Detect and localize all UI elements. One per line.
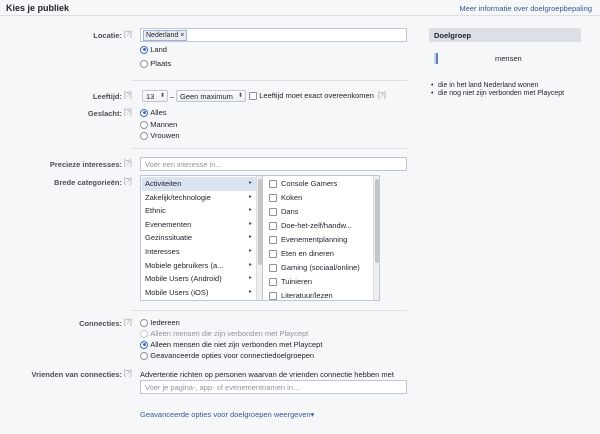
remove-icon[interactable]: × [180,32,185,39]
info-link[interactable]: Meer informatie over doelgroepbepaling [459,4,592,13]
category-item[interactable] [142,286,256,300]
category-item[interactable] [142,191,256,205]
subcategory-item[interactable] [269,205,299,219]
audience-count-row [429,50,581,72]
subcategory-item[interactable] [269,233,347,247]
advanced-options-link[interactable] [140,410,314,419]
subcategory-list[interactable] [262,175,380,301]
gender-option-all[interactable] [140,108,167,117]
age-exact-checkbox[interactable] [249,91,374,100]
chevron-right-icon: ▸ [248,275,252,282]
audience-bullet: • die in het land Nederland wonen [429,82,581,90]
checkbox-icon[interactable] [269,278,277,286]
subcategory-label: Koken [281,193,303,202]
broad-categories-label: Brede categorieën: [54,178,122,187]
category-label: Gezinssituatie [145,233,193,243]
gender-help[interactable]: [?] [124,109,132,116]
radio-icon[interactable] [140,121,148,129]
category-item[interactable] [142,272,256,286]
subcategory-label: Gaming (sociaal/online) [281,263,360,272]
age-exact-label: Leeftijd moet exact overeenkomen [259,91,374,100]
connections-label: Connecties: [79,319,122,328]
connections-option-everyone[interactable] [140,318,180,327]
precise-interests-help[interactable]: [?] [124,160,132,167]
age-exact-help[interactable]: [?] [378,92,386,99]
page-title: Kies je publiek [6,3,70,13]
audience-count-label: mensen [495,54,522,63]
age-label: Leeftijd: [92,92,122,101]
subcategory-item[interactable] [269,177,337,191]
category-list[interactable] [140,175,263,301]
gender-option-men[interactable] [140,120,177,129]
audience-panel [429,28,581,98]
gender-option-label: Alles [150,108,167,117]
subcategory-label: Literatuur/lezen [281,291,333,300]
category-item[interactable] [142,204,256,218]
chevron-right-icon: ▸ [248,234,252,241]
age-min-value: 13 [146,92,155,101]
category-label: Zakelijk/technologie [145,192,211,202]
friends-of-connections-help[interactable]: [?] [124,370,132,377]
age-min-select[interactable] [142,90,168,102]
chevron-right-icon: ▸ [248,261,252,268]
checkbox-icon[interactable] [269,194,277,202]
gender-option-women[interactable] [140,131,180,140]
friends-of-connections-label: Vrienden van connecties: [31,370,122,379]
location-token-label: Nederland [146,32,179,39]
location-option-label: Plaats [150,59,172,68]
connections-option-label: Alleen mensen die niet zijn verbonden met Playcept [150,340,323,349]
category-item[interactable] [142,231,256,245]
checkbox-icon[interactable] [269,180,277,188]
divider [132,80,407,81]
select-arrows-icon: ⬍ [237,93,243,99]
gender-label: Geslacht: [87,109,122,118]
audience-bullets [429,82,581,98]
category-label: Mobile Users (Android) [145,274,222,284]
checkbox-icon[interactable] [269,292,277,300]
subcategory-item[interactable] [269,247,334,261]
audience-panel-title: Doelgroep [429,28,581,42]
checkbox-icon[interactable] [269,222,277,230]
location-input[interactable] [140,28,407,42]
location-option-land[interactable] [140,45,167,54]
category-item[interactable] [142,245,256,259]
radio-icon[interactable] [140,60,148,68]
subcategory-item[interactable] [269,275,312,289]
age-separator: – [170,92,175,101]
divider [132,148,407,149]
radio-icon[interactable] [140,109,148,117]
precise-interests-placeholder: Voer een interesse in... [145,160,222,169]
checkbox-icon[interactable] [269,264,277,272]
subcategory-item[interactable] [269,191,302,205]
checkbox-icon[interactable] [269,250,277,258]
age-max-select[interactable] [176,90,246,102]
chevron-right-icon: ▸ [248,193,252,200]
chevron-right-icon: ▸ [248,220,252,227]
chevron-right-icon: ▸ [248,180,252,186]
connections-option-label: Iedereen [150,318,180,327]
select-arrows-icon: ⬍ [159,93,165,99]
location-help[interactable]: [?] [124,31,132,38]
connections-help[interactable]: [?] [124,319,132,326]
subcategory-label: Tuinieren [281,277,312,286]
category-label: Ethnic [145,206,166,216]
category-item[interactable] [142,259,256,273]
checkbox-icon[interactable] [249,92,257,100]
scroll-thumb[interactable] [375,179,379,263]
location-option-plaats[interactable] [140,59,171,68]
radio-icon[interactable] [140,319,148,327]
subcategory-label: Eten en dineren [281,249,334,258]
precise-interests-label: Precieze interesses: [49,160,122,169]
audience-gauge-icon [434,53,438,64]
gender-option-label: Mannen [150,120,178,129]
chevron-right-icon: ▸ [248,207,252,214]
broad-categories-help[interactable]: [?] [124,178,132,185]
connections-option-label: Geavanceerde opties voor connectiedoelgroepen [150,351,315,360]
subcategory-label: Evenementplanning [281,235,348,244]
subcategory-item[interactable] [269,289,333,301]
connections-option-label: Alleen mensen die zijn verbonden met Playcept [150,329,309,338]
category-item[interactable] [142,177,256,191]
category-label: Mobile Users (iOS) [145,287,209,297]
friends-of-connections-placeholder: Voer je pagina-, app- of evenementnamen in... [145,383,300,392]
category-label: Interesses [145,247,180,256]
radio-icon[interactable] [140,46,148,54]
friends-of-connections-input[interactable] [140,380,407,394]
subcategory-label: Console Gamers [281,179,338,188]
connections-option-advanced[interactable] [140,351,314,360]
subcategory-item[interactable] [269,219,352,233]
category-label: Activiteiten [145,179,182,188]
divider [132,310,407,311]
friends-of-connections-description: Advertentie richten op personen waarvan de vrienden connectie hebben met [140,370,394,379]
connections-option-connected [140,329,308,338]
advanced-options-label: Geavanceerde opties voor doelgroepen weergeven [140,410,311,419]
subcategory-scrollbar[interactable] [373,176,379,300]
radio-icon [140,330,148,338]
subcategory-item[interactable] [269,261,360,275]
precise-interests-input[interactable] [140,157,407,171]
radio-icon[interactable] [140,352,148,360]
radio-icon[interactable] [140,341,148,349]
category-label: Mobiele gebruikers (a... [145,260,224,270]
gender-option-label: Vrouwen [150,131,180,140]
age-max-value: Geen maximum [180,92,233,101]
category-label: Evenementen [145,219,192,229]
location-token [143,30,187,41]
category-item[interactable] [142,218,256,232]
caret-down-icon: ▾ [310,410,315,419]
audience-bullet: • die nog niet zijn verbonden met Playcept [429,90,581,98]
checkbox-icon[interactable] [269,208,277,216]
radio-icon[interactable] [140,132,148,140]
chevron-right-icon: ▸ [248,248,252,254]
location-label: Locatie: [93,31,122,40]
location-option-label: Land [150,45,167,54]
checkbox-icon[interactable] [269,236,277,244]
subcategory-label: Doe-het-zelf/handw... [281,221,352,230]
age-help[interactable]: [?] [124,92,132,99]
connections-option-not-connected[interactable] [140,340,322,349]
chevron-right-icon: ▸ [248,288,252,295]
subcategory-label: Dans [281,207,299,216]
